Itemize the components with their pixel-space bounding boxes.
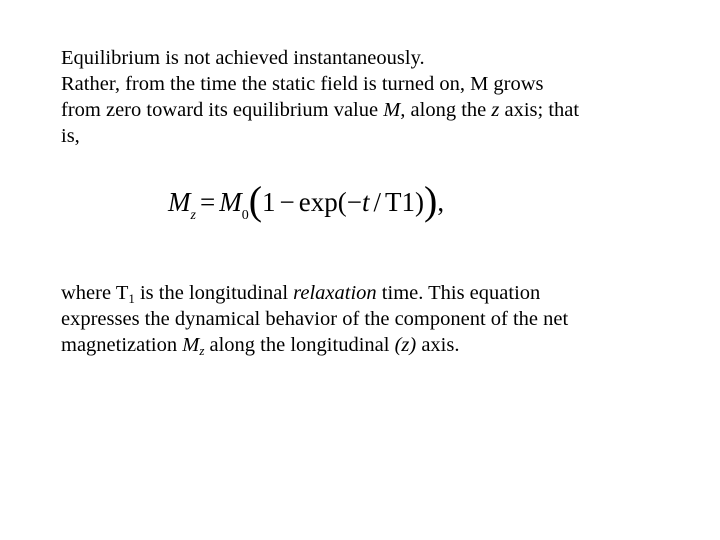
intro-paragraph — [61, 45, 681, 149]
explanation-line-1-text-c: time. This equation — [376, 282, 541, 304]
explanation-line-1 — [61, 280, 681, 306]
eq-open-paren: ( — [248, 178, 263, 223]
explanation-line-3-text-a: magnetization — [61, 334, 183, 356]
intro-line-3-text-c: axis; that — [499, 99, 580, 121]
eq-t1: T1) — [385, 187, 424, 217]
eq-equals: = — [199, 187, 216, 217]
eq-minus: − — [279, 187, 295, 217]
eq-neg: − — [346, 187, 362, 217]
intro-line-3-text-b: along the — [405, 99, 492, 121]
explanation-line-3 — [61, 332, 681, 358]
relaxation-term: relaxation — [293, 282, 377, 304]
relaxation-equation — [168, 178, 444, 226]
equilibrium-value-symbol: M, — [383, 99, 406, 121]
t1-subscript: 1 — [128, 291, 135, 306]
mz-subscript: z — [199, 343, 205, 358]
mz-symbol: M — [182, 334, 200, 356]
eq-m: M — [168, 187, 191, 217]
eq-m0: M — [219, 187, 242, 217]
eq-zero-subscript: 0 — [241, 208, 249, 223]
z-axis-label: (z) — [394, 334, 417, 356]
explanation-line-3-text-b: along the longitudinal — [204, 334, 395, 356]
eq-exp: exp( — [298, 187, 347, 217]
eq-slash: / — [373, 187, 381, 217]
eq-comma: , — [437, 187, 445, 217]
intro-line-3-text-a: from zero toward its equilibrium value — [61, 99, 384, 121]
explanation-line-1-text-b: is the longitudinal — [134, 282, 294, 304]
z-axis-symbol: z — [491, 99, 500, 121]
intro-line-1: Equilibrium is not achieved instantaneously. — [61, 47, 425, 69]
explanation-line-1-text-a: where T — [61, 282, 129, 304]
eq-t: t — [361, 187, 370, 217]
explanation-line-3-text-c: axis. — [416, 334, 460, 356]
intro-line-4: is, — [61, 125, 80, 147]
intro-line-3 — [61, 97, 681, 123]
eq-z-subscript: z — [190, 208, 196, 223]
eq-one: 1 — [262, 187, 276, 217]
explanation-line-2: expresses the dynamical behavior of the component of the net — [61, 308, 569, 330]
eq-close-paren: ) — [423, 178, 438, 223]
intro-line-2: Rather, from the time the static field is turned on, M grows — [61, 73, 544, 95]
explanation-paragraph — [61, 280, 681, 358]
